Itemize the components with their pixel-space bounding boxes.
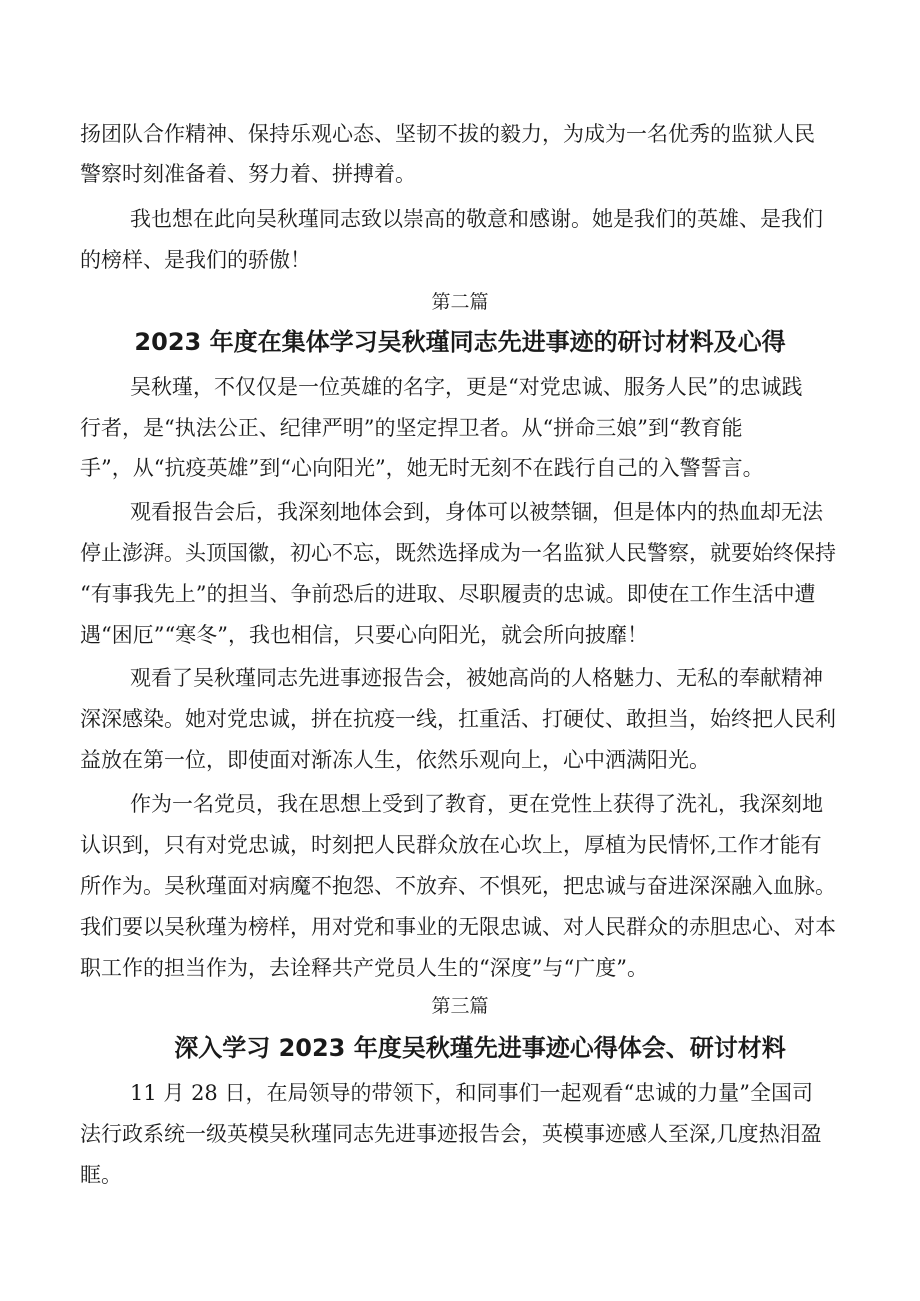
body-text-line: 行者，是“执法公正、纪律严明”的坚定捍卫者。从“拼命三娘”到“教育能 <box>80 416 743 440</box>
body-text-line: 停止澎湃。头顶国徽，初心不忘，既然选择成为一名监狱人民警察，就要始终保持 <box>80 541 836 565</box>
body-text-line: 手”，从“抗疫英雄”到“心向阳光”，她无时无刻不在践行自己的入警誓言。 <box>80 456 764 480</box>
body-text-line: 我们要以吴秋瑾为榜样，用对党和事业的无限忠诚、对人民群众的赤胆忠心、对本 <box>80 915 836 939</box>
section-title: 深入学习 2023 年度吴秋瑾先进事迹心得体会、研讨材料 <box>174 1034 786 1062</box>
body-text-line: “有事我先上”的担当、争前恐后的进取、尽职履责的忠诚。即使在工作生活中遭 <box>80 582 816 606</box>
body-text-line: 益放在第一位，即使面对渐冻人生，依然乐观向上，心中洒满阳光。 <box>80 748 710 772</box>
body-text-line: 观看报告会后，我深刻地体会到，身体可以被禁锢，但是体内的热血却无法 <box>130 500 823 524</box>
body-text-line: 所作为。吴秋瑾面对病魔不抱怨、不放弃、不惧死，把忠诚与奋进深深融入血脉。 <box>80 874 836 898</box>
body-text-line: 吴秋瑾，不仅仅是一位英雄的名字，更是“对党忠诚、服务人民”的忠诚践 <box>130 375 803 399</box>
body-text-line: 作为一名党员，我在思想上受到了教育，更在党性上获得了洗礼，我深刻地 <box>130 792 823 816</box>
body-text-line: 我也想在此向吴秋瑾同志致以崇高的敬意和感谢。她是我们的英雄、是我们 <box>130 207 823 231</box>
section-heading: 第二篇 <box>431 291 489 313</box>
body-text-line: 的榜样、是我们的骄傲！ <box>80 248 311 272</box>
body-text-line: 法行政系统一级英模吴秋瑾同志先进事迹报告会，英模事迹感人至深,几度热泪盈 <box>80 1122 822 1146</box>
body-text-line: 深深感染。她对党忠诚，拼在抗疫一线，扛重活、打硬仗、敢担当，始终把人民利 <box>80 707 836 731</box>
body-text-line: 警察时刻准备着、努力着、拼搏着。 <box>80 162 416 186</box>
section-heading: 第三篇 <box>431 995 489 1017</box>
body-text-line: 扬团队合作精神、保持乐观心态、坚韧不拔的毅力，为成为一名优秀的监狱人民 <box>80 122 815 146</box>
body-text-line: 认识到，只有对党忠诚，时刻把人民群众放在心坎上，厚植为民情怀,工作才能有 <box>80 833 822 857</box>
body-text-line: 眶。 <box>80 1163 122 1187</box>
body-text-line: 遇“困厄”“寒冬”，我也相信，只要心向阳光，就会所向披靡！ <box>80 623 648 647</box>
body-text-line: 职工作的担当作为，去诠释共产党员人生的“深度”与“广度”。 <box>80 956 648 980</box>
body-text-line: 11 月 28 日，在局领导的带领下，和同事们一起观看“忠诚的力量”全国司 <box>130 1081 813 1105</box>
body-text-line: 观看了吴秋瑾同志先进事迹报告会，被她高尚的人格魅力、无私的奉献精神 <box>130 666 823 690</box>
section-title: 2023 年度在集体学习吴秋瑾同志先进事迹的研讨材料及心得 <box>134 328 786 356</box>
